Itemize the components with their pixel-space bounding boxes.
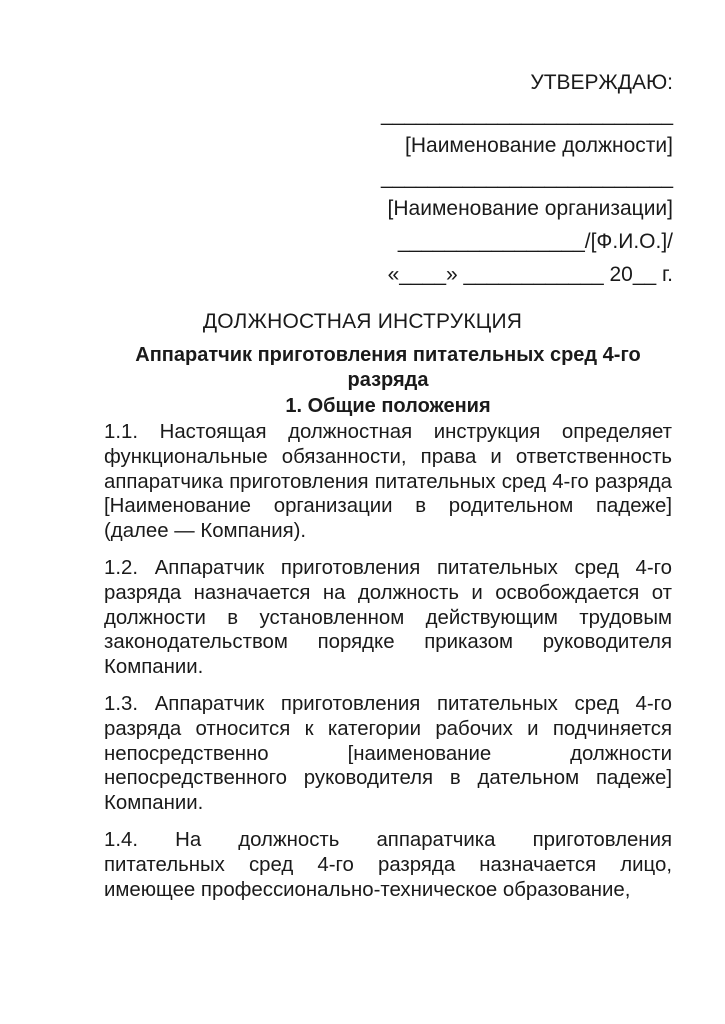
approval-date-line: «____» ____________ 20__ г. (387, 263, 673, 286)
approval-position-placeholder: [Наименование должности] (405, 134, 673, 157)
approval-title: УТВЕРЖДАЮ: (530, 71, 673, 94)
paragraph-1-1: 1.1. Настоящая должностная инструкция определяет функциональные обязанности, права и ответственность аппаратчика приготовления питательных сред 4-го разряда [Наименование организации в родительном падеже] (далее — Компания). (104, 421, 672, 543)
approval-name-signature: ________________/[Ф.И.О.]/ (397, 230, 673, 253)
approval-signature-line: _________________________ (381, 103, 673, 126)
section-title: 1. Общие положения (285, 395, 491, 417)
approval-organization-placeholder: [Наименование организации] (387, 197, 673, 220)
approval-block (343, 68, 673, 290)
paragraph-1-3: 1.3. Аппаратчик приготовления питательных сред 4-го разряда относится к категории рабочих и подчиняется непосредственно [наименование должности непосредственного руководителя в дательном падеже] Компании. (104, 692, 672, 815)
paragraph-1-2: 1.2. Аппаратчик приготовления питательных сред 4-го разряда назначается на должность и освобождается от должности в установленном действующим трудовым законодательством порядке приказом руководителя Компании. (104, 556, 672, 679)
document-body (104, 420, 672, 914)
paragraph-1-4: 1.4. На должность аппаратчика приготовления питательных сред 4-го разряда назначается лицо, имеющее профессионально-техническое образование, (104, 828, 672, 901)
approval-organization-line: _________________________ (381, 166, 673, 189)
document-title: ДОЛЖНОСТНАЯ ИНСТРУКЦИЯ (202, 310, 523, 333)
position-title: Аппаратчик приготовления питательных сред 4-го разряда (135, 344, 641, 391)
